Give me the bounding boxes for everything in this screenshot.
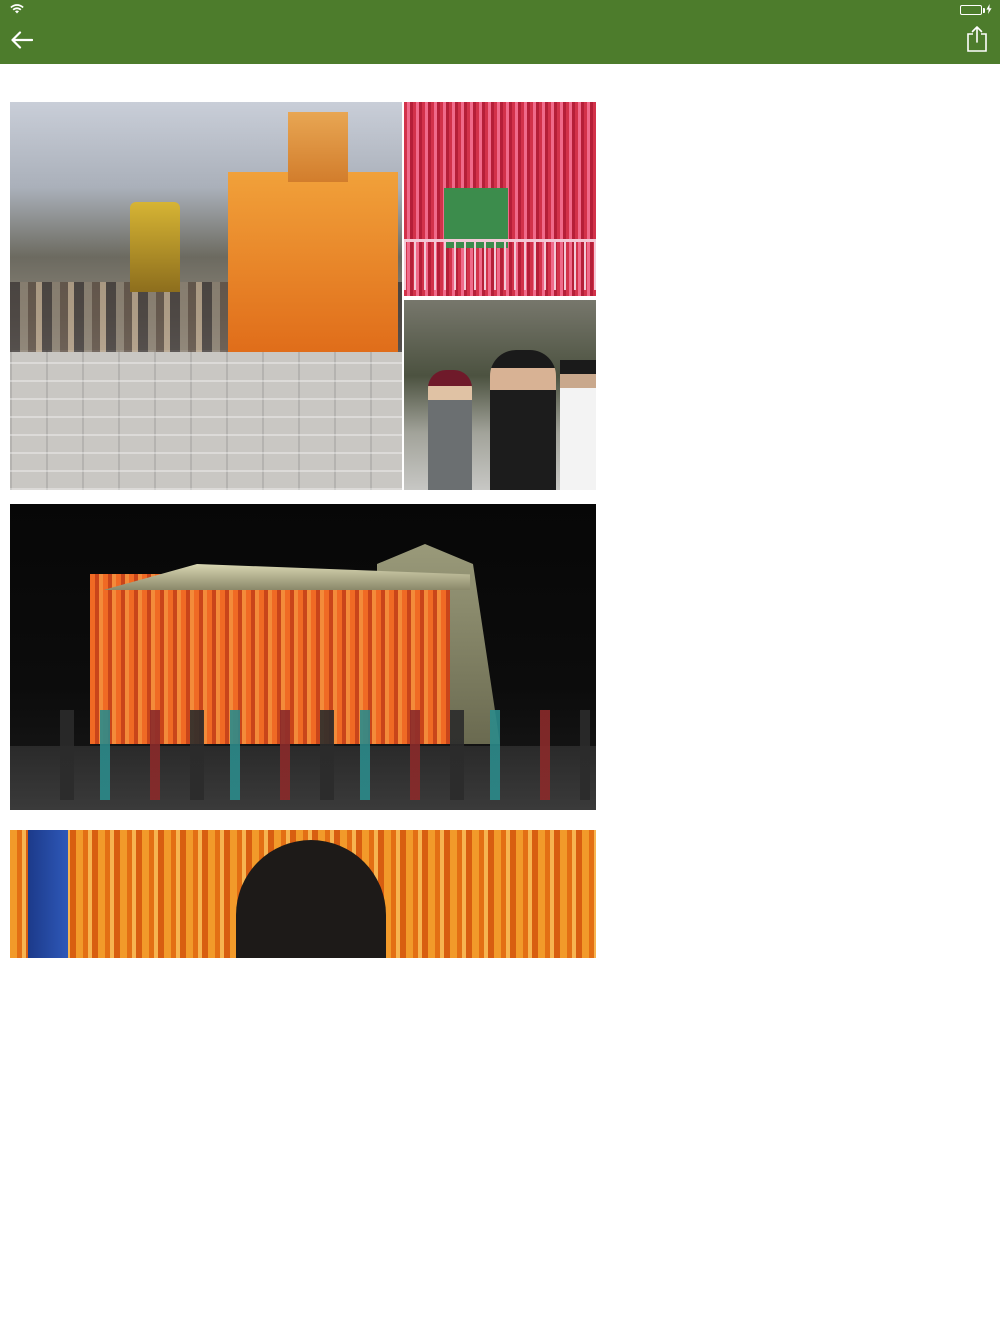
article-content bbox=[10, 80, 965, 958]
collage-top-right-photo bbox=[404, 102, 596, 296]
flower-decorated-temple bbox=[228, 172, 398, 352]
doorway-arch bbox=[236, 840, 386, 958]
navigation-bar bbox=[0, 20, 1000, 64]
temple-collage-image bbox=[10, 102, 596, 490]
battery-indicator bbox=[956, 3, 992, 17]
blue-pillar bbox=[28, 830, 68, 958]
back-arrow-icon bbox=[11, 31, 33, 53]
person-figure bbox=[428, 370, 472, 490]
back-button[interactable] bbox=[8, 28, 36, 56]
night-temple-image bbox=[10, 504, 596, 810]
flower-archway-image bbox=[10, 830, 596, 958]
night-crowd bbox=[30, 710, 590, 800]
status-bar bbox=[0, 0, 1000, 20]
collage-main-photo bbox=[10, 102, 402, 490]
golden-stand bbox=[130, 202, 180, 292]
collage-paragraph bbox=[10, 102, 965, 490]
share-icon bbox=[966, 25, 988, 57]
share-button[interactable] bbox=[964, 26, 990, 56]
carrier-indicator bbox=[6, 3, 24, 17]
person-figure bbox=[490, 350, 556, 490]
wifi-icon bbox=[10, 3, 24, 17]
battery-icon bbox=[960, 5, 982, 15]
bolt-icon bbox=[986, 3, 992, 17]
temple-railing bbox=[404, 239, 596, 290]
collage-bottom-right-photo bbox=[404, 300, 596, 490]
person-figure bbox=[560, 360, 596, 490]
top-bar bbox=[0, 0, 1000, 64]
paving-stones bbox=[10, 350, 402, 490]
